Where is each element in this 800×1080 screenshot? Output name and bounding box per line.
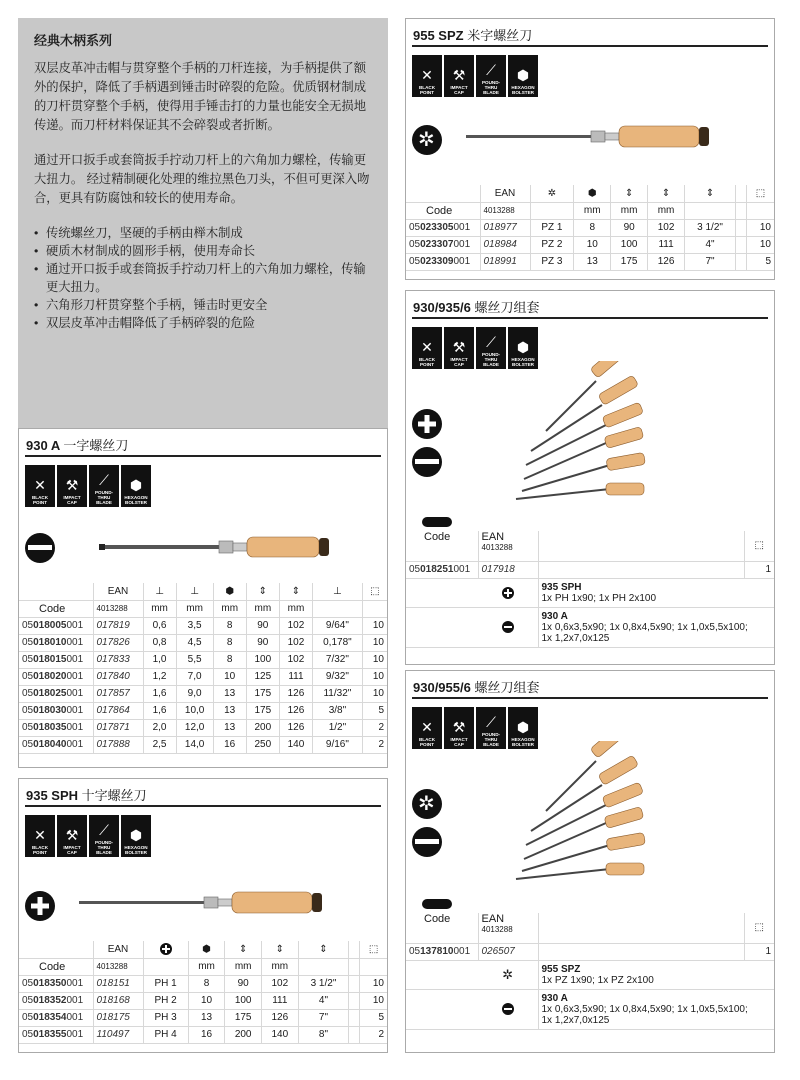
hex-size-icon: ⬢	[574, 185, 611, 202]
hexagon-bolster-icon: ⬢ HEXAGON BOLSTER	[121, 815, 151, 857]
article-code: 05018350001	[19, 975, 93, 992]
screwdriver-set-image	[506, 741, 646, 881]
article-code: 05023309001	[406, 253, 480, 270]
inch-icon: ⇕	[298, 941, 349, 958]
feature-item: • 传统螺丝刀，坚硬的手柄由榉木制成	[34, 224, 372, 242]
impact-cap-icon: ⚒ IMPACT CAP	[444, 707, 474, 749]
package-icon: ⬚	[744, 913, 774, 943]
table-row: 05018025001 017857 1,6 9,0 13 175 126 11/32" 10	[19, 685, 387, 702]
article-code: 05018010001	[19, 634, 93, 651]
table-955spz: EAN ✲ ⬢ ⇕ ⇕ ⇕ ⬚ Code 4013288 mm mm mm 05023305001 018977 PZ 1 8 90 102 3 1/2" 10 05023307001 018984 PZ 2 10 100 111 4" 10 05023309001 018991 PZ 3 13 175 126 7" 5	[406, 185, 774, 271]
table-row: 05018352001 018168 PH 2 10 100 111 4" 10	[19, 992, 387, 1009]
pozidriv-tip-icon	[412, 125, 442, 155]
table-row: 05018355001 110497 PH 4 16 200 140 8" 2	[19, 1026, 387, 1043]
screwdriver-set-image	[506, 361, 646, 501]
inch-icon: ⊥	[313, 583, 363, 600]
feature-icons	[19, 807, 387, 857]
hexagon-bolster-icon: ⬢ HEXAGON BOLSTER	[508, 327, 538, 369]
article-code: 05018355001	[19, 1026, 93, 1043]
package-icon: ⬚	[362, 583, 387, 600]
phillips-tip-icon	[412, 409, 442, 439]
article-code: 05018035001	[19, 719, 93, 736]
handle-length-icon: ⇕	[279, 583, 312, 600]
black-point-icon: ✕ BLACK POINT	[412, 707, 442, 749]
slotted-icon	[502, 1003, 514, 1015]
article-code: 05018040001	[19, 736, 93, 753]
pozidriv-icon: ✲	[530, 185, 574, 202]
article-code: 05018354001	[19, 1009, 93, 1026]
impact-cap-icon: ⚒ IMPACT CAP	[57, 815, 87, 857]
table-row: 05018354001 018175 PH 3 13 175 126 7" 5	[19, 1009, 387, 1026]
article-code: 05137810001	[406, 943, 478, 960]
black-point-icon: ✕ BLACK POINT	[25, 815, 55, 857]
table-row: 05018015001 017833 1,0 5,5 8 100 102 7/32" 10	[19, 651, 387, 668]
impact-cap-icon: ⚒ IMPACT CAP	[444, 327, 474, 369]
hexagon-bolster-icon: ⬢ HEXAGON BOLSTER	[508, 707, 538, 749]
black-point-icon: ✕ BLACK POINT	[25, 465, 55, 507]
blade-length-icon: ⇕	[225, 941, 262, 958]
table-row: 05018030001 017864 1,6 10,0 13 175 126 3/8" 5	[19, 702, 387, 719]
screwdriver-image	[99, 529, 339, 565]
table-row: 05018020001 017840 1,2 7,0 10 125 111 9/32" 10	[19, 668, 387, 685]
feature-item: • 双层皮革冲击帽降低了手柄碎裂的危险	[34, 314, 372, 332]
handle-length-icon: ⇕	[261, 941, 298, 958]
table-row: 05023309001 018991 PZ 3 13 175 126 7" 5	[406, 253, 774, 270]
table-row: 05018040001 017888 2,5 14,0 16 250 140 9/16" 2	[19, 736, 387, 753]
section-title: 930/935/6 螺丝刀组套	[413, 300, 540, 315]
phillips-icon	[160, 943, 172, 955]
article-code: 05023307001	[406, 236, 480, 253]
article-code: 05018005001	[19, 617, 93, 634]
section-set-930-955-6	[405, 670, 775, 1053]
section-title: 955 SPZ 米字螺丝刀	[413, 28, 533, 43]
pound-thru-blade-icon: ⟋ POUND-THRU BLADE	[476, 327, 506, 369]
article-code: 05018251001	[406, 561, 478, 578]
hexagon-bolster-icon: ⬢ HEXAGON BOLSTER	[121, 465, 151, 507]
article-code: 05018020001	[19, 668, 93, 685]
intro-paragraph-1: 双层皮革冲击帽与贯穿整个手柄的刀杆连接，为手柄提供了额外的保护，降低了手柄遇到锤击时碎裂的危险。优质钢材制成的刀杆贯穿整个手柄，使得用手锤击打的力量也能安全无损地传递。而刀杆材料保证其不会碎裂或者折断。	[34, 61, 367, 132]
black-point-icon: ✕ BLACK POINT	[412, 55, 442, 97]
hex-size-icon: ⬢	[188, 941, 225, 958]
slotted-icon	[502, 621, 514, 633]
slotted-tip-icon	[25, 533, 55, 563]
table-row: 05018010001 017826 0,8 4,5 8 90 102 0,178" 10	[19, 634, 387, 651]
handle-length-icon: ⇕	[648, 185, 685, 202]
blade-length-icon: ⇕	[611, 185, 648, 202]
table-row: 05018005001 017819 0,6 3,5 8 90 102 9/64" 10	[19, 617, 387, 634]
section-title: 930 A 一字螺丝刀	[26, 438, 129, 453]
article-code: 05018025001	[19, 685, 93, 702]
table-row: 05018350001 018151 PH 1 8 90 102 3 1/2" 10	[19, 975, 387, 992]
table-row: 05018035001 017871 2,0 12,0 13 200 126 1/2" 2	[19, 719, 387, 736]
feature-item: • 硬质木材制成的圆形手柄，使用寿命长	[34, 242, 372, 260]
set-holder-icon	[422, 517, 452, 527]
width-icon: ⊥	[176, 583, 213, 600]
pozidriv-tip-icon	[412, 789, 442, 819]
inch-icon: ⇕	[685, 185, 736, 202]
feature-list	[34, 224, 372, 332]
section-935sph	[18, 778, 388, 1053]
impact-cap-icon: ⚒ IMPACT CAP	[444, 55, 474, 97]
black-point-icon: ✕ BLACK POINT	[412, 327, 442, 369]
table-935sph: EAN ⬢ ⇕ ⇕ ⇕ ⬚ Code 4013288 mm mm mm 05018350001 018151 PH 1 8 90 102 3 1/2" 10 05018352001 018168 PH 2 10 100 111 4" 10 05018354001 018175 PH 3 13 175 126 7" 5 05018355001 110497 PH 4 16 200 140 8" 2	[19, 941, 387, 1044]
feature-icons	[19, 457, 387, 507]
screwdriver-image	[79, 885, 349, 921]
set-holder-icon	[422, 899, 452, 909]
phillips-icon	[502, 587, 514, 599]
pound-thru-blade-icon: ⟋ POUND-THRU BLADE	[476, 707, 506, 749]
slotted-tip-icon	[412, 447, 442, 477]
pozidriv-icon: ✲	[478, 960, 538, 989]
table-set1: Code EAN 4013288 ⬚ 05018251001 017918 1 935 SPH 1x PH 1x90; 1x PH 2x100 930 A 1x 0,6x3,5x90; 1x 0,8x4,5x90; 1x 1,0x5,5x100; 1x 1,2x7,0x125	[406, 531, 774, 648]
package-icon: ⬚	[744, 531, 774, 561]
feature-item: • 通过开口扳手或套筒扳手拧动刀杆上的六角加力螺栓，传输更大扭力。	[34, 260, 372, 296]
feature-icons	[406, 47, 774, 97]
intro-paragraph-2: 通过开口扳手或套筒扳手拧动刀杆上的六角加力螺栓，传输更大扭力。 经过精制硬化处理的维拉黑色刀头，不但可更深入吻合，更具有防腐蚀和较长的使用寿命。	[34, 153, 370, 205]
feature-item: • 六角形刀杆贯穿整个手柄，锤击时更安全	[34, 296, 372, 314]
article-code: 05018030001	[19, 702, 93, 719]
screwdriver-image	[466, 119, 736, 155]
table-930a: EAN ⊥ ⊥ ⬢ ⇕ ⇕ ⊥ ⬚ Code 4013288 mm mm mm mm mm 05018005001 017819 0,6 3,5 8 90 102 9/64" 10 05018010001 017826 0,8 4,5 8 90 102 0,178" 10 05018015001 017833 1,0 5,5 8 100 102 7/32" 10 05018020001 017840 1,2 7,0 10 125 111 9/32" 10 05018025001 017857 1,6 9,0 13 175 126 11/32" 10 05018030001 017864 1,6 10,0 13 175 126 3/8" 5 05018035001 017871 2,0 12,0 13 200 126 1/2" 2 05018040001 017888 2,5 14,0 16 250 140 9/16" 2	[19, 583, 387, 754]
section-set-930-935-6	[405, 290, 775, 665]
impact-cap-icon: ⚒ IMPACT CAP	[57, 465, 87, 507]
article-code: 05018352001	[19, 992, 93, 1009]
hexagon-bolster-icon: ⬢ HEXAGON BOLSTER	[508, 55, 538, 97]
intro-panel	[18, 18, 388, 428]
section-930a	[18, 428, 388, 768]
package-icon: ⬚	[360, 941, 387, 958]
section-955spz	[405, 18, 775, 280]
section-title: 935 SPH 十字螺丝刀	[26, 788, 147, 803]
slotted-tip-icon	[412, 827, 442, 857]
blade-length-icon: ⇕	[246, 583, 279, 600]
hex-size-icon: ⬢	[213, 583, 246, 600]
package-icon: ⬚	[747, 185, 775, 202]
article-code: 05023305001	[406, 219, 480, 236]
article-code: 05018015001	[19, 651, 93, 668]
pound-thru-blade-icon: ⟋ POUND-THRU BLADE	[476, 55, 506, 97]
table-row: 05023305001 018977 PZ 1 8 90 102 3 1/2" 10	[406, 219, 774, 236]
intro-title: 经典木柄系列	[34, 33, 113, 48]
phillips-tip-icon	[25, 891, 55, 921]
table-row: 05023307001 018984 PZ 2 10 100 111 4" 10	[406, 236, 774, 253]
pound-thru-blade-icon: ⟋ POUND-THRU BLADE	[89, 465, 119, 507]
thickness-icon: ⊥	[143, 583, 176, 600]
table-set2: Code EAN 4013288 ⬚ 05137810001 026507 1 ✲ 955 SPZ 1x PZ 1x90; 1x PZ 2x100 930 A 1x 0,6x3,5x90; 1x 0,8x4,5x90; 1x 1,0x5,5x100; 1x 1,2x7,0x125	[406, 913, 774, 1030]
pound-thru-blade-icon: ⟋ POUND-THRU BLADE	[89, 815, 119, 857]
section-title: 930/955/6 螺丝刀组套	[413, 680, 540, 695]
